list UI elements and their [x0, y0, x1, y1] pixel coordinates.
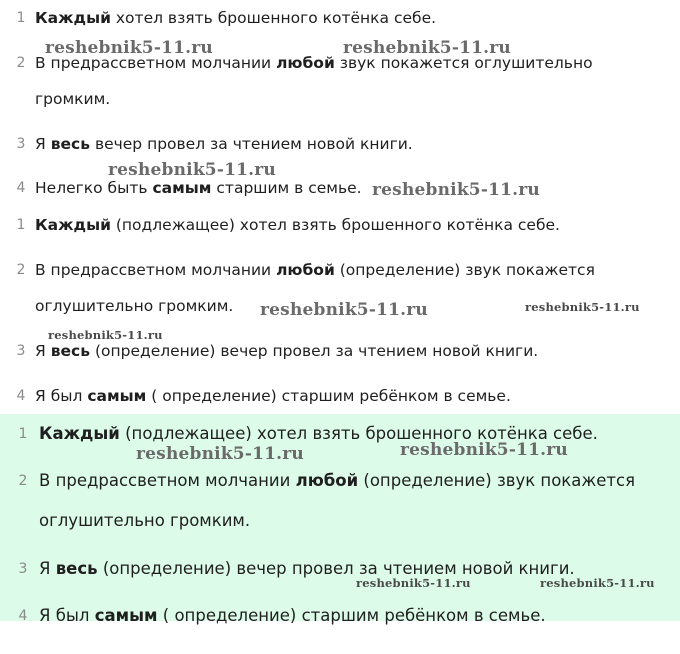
watermark: reshebnik5-11.ru	[343, 38, 511, 58]
highlighted-word: Каждый	[35, 216, 111, 234]
sentence-line: Каждый (подлежащее) хотел взять брошенного котёнка себе.	[35, 216, 560, 234]
item-number: 2	[16, 55, 26, 71]
watermark: reshebnik5-11.ru	[45, 38, 213, 58]
highlighted-word: весь	[50, 135, 91, 153]
watermark: reshebnik5-11.ru	[525, 300, 640, 314]
sentence-line: Я весь вечер провел за чтением новой книги.	[35, 135, 413, 153]
sentence-line: В предрассветном молчании любой (определение) звук покажется	[35, 261, 595, 279]
sentence-continuation: оглушительно громким.	[39, 511, 251, 530]
item-number: 1	[16, 217, 26, 233]
item-number: 4	[18, 608, 28, 624]
watermark: reshebnik5-11.ru	[372, 180, 540, 200]
highlighted-word: Каждый	[35, 9, 111, 27]
watermark: reshebnik5-11.ru	[356, 576, 471, 590]
watermark: reshebnik5-11.ru	[540, 576, 655, 590]
item-number: 3	[16, 343, 26, 359]
sentence-line: Каждый (подлежащее) хотел взять брошенного котёнка себе.	[39, 424, 598, 443]
item-number: 2	[18, 473, 28, 489]
sentence-line: Нелегко быть самым старшим в семье.	[35, 179, 362, 197]
highlighted-word: любой	[276, 261, 335, 279]
item-number: 1	[18, 426, 28, 442]
watermark: reshebnik5-11.ru	[136, 444, 304, 464]
sentence-continuation: громким.	[35, 90, 111, 108]
watermark: reshebnik5-11.ru	[108, 160, 276, 180]
watermark: reshebnik5-11.ru	[48, 328, 163, 342]
sentence-line: Я был самым ( определение) старшим ребёнком в семье.	[39, 606, 546, 625]
sentence-line: В предрассветном молчании любой звук покажется оглушительно	[35, 54, 593, 72]
highlighted-word: самым	[87, 387, 147, 405]
highlighted-word: весь	[50, 342, 91, 360]
sentence-line: Я был самым ( определение) старшим ребёнком в семье.	[35, 387, 511, 405]
sentence-line: В предрассветном молчании любой (определение) звук покажется	[39, 471, 636, 490]
item-number: 3	[16, 136, 26, 152]
highlighted-word: любой	[276, 54, 335, 72]
sentence-line: Каждый хотел взять брошенного котёнка себе.	[35, 9, 437, 27]
item-number: 3	[18, 561, 28, 577]
highlighted-word: любой	[295, 471, 359, 490]
highlighted-word: Каждый	[39, 424, 120, 443]
watermark: reshebnik5-11.ru	[260, 300, 428, 320]
item-number: 1	[16, 10, 26, 26]
highlighted-word: самым	[94, 606, 158, 625]
item-number: 2	[16, 262, 26, 278]
highlighted-word: весь	[55, 559, 98, 578]
item-number: 4	[16, 180, 26, 196]
sentence-line: Я весь (определение) вечер провел за чтением новой книги.	[39, 559, 575, 578]
sentence-line: Я весь (определение) вечер провел за чтением новой книги.	[35, 342, 539, 360]
item-number: 4	[16, 388, 26, 404]
highlighted-word: самым	[152, 179, 212, 197]
watermark: reshebnik5-11.ru	[400, 440, 568, 460]
sentence-continuation: оглушительно громким.	[35, 297, 234, 315]
